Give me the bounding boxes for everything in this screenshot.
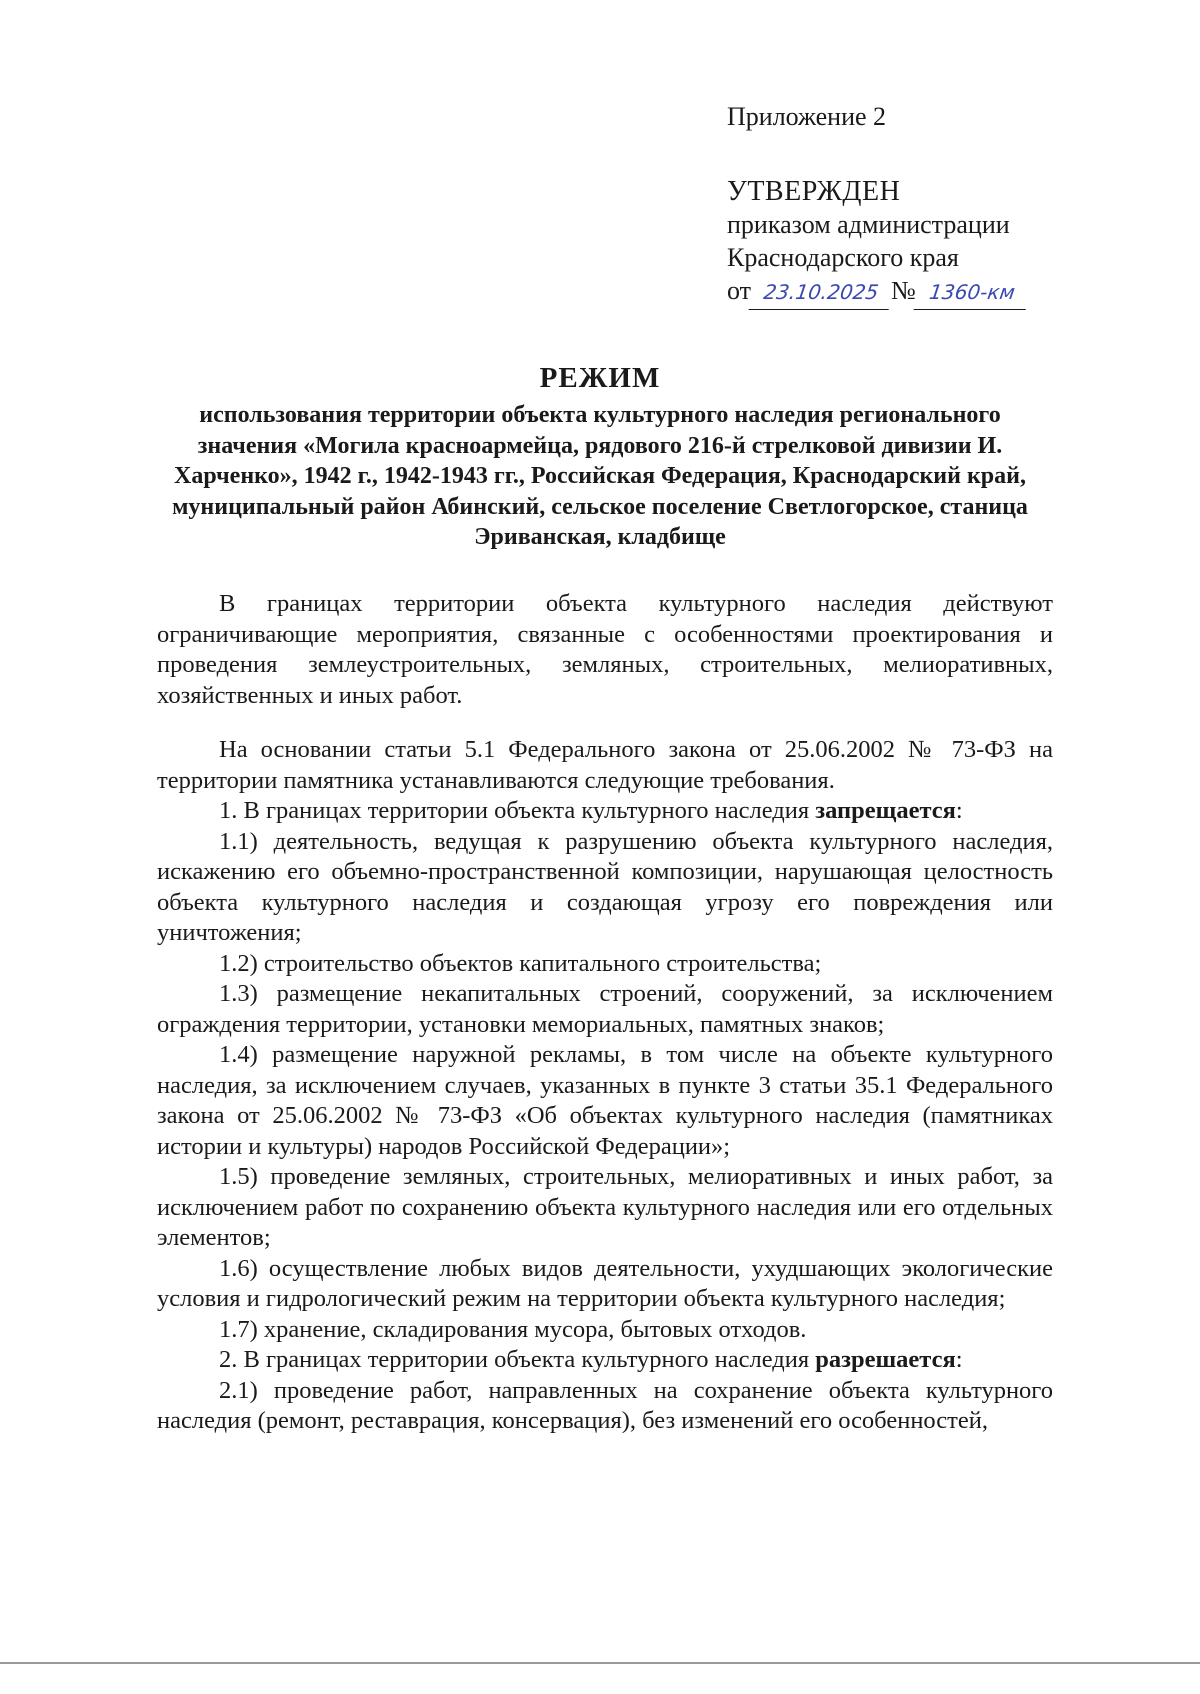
section-2-colon: : <box>955 1346 963 1373</box>
item-1-2: 1.2) строительство объектов капитального строительства; <box>219 949 822 977</box>
date-prefix: от <box>727 276 752 305</box>
scan-bottom-edge <box>0 1662 1200 1664</box>
document-title: РЕЖИМ <box>539 362 661 394</box>
item-1-1: 1.1) деятельность, ведущая к разрушению объекта культурного наследия, искажению его объемно-пространственной композиции, нарушающая целостность объекта культурного наследия и создающая угрозу его повреждения или уничтожения; <box>157 827 1053 946</box>
document-subtitle: использования территории объекта культурного наследия регионального значения «Могила красноармейца, рядового 216-й стрелковой дивизии И. Харченко», 1942 г., 1942-1943 гг., Российская Федерация, Краснодарский край, муниципальный район Абинский, сельское поселение Светлогорское, станица Эриванская, кладбище <box>172 402 1028 550</box>
approved-line-2: Краснодарского края <box>727 243 959 272</box>
approved-line-1: приказом администрации <box>727 210 1010 239</box>
section-1-colon: : <box>955 797 963 824</box>
title-block <box>150 360 1050 553</box>
section-2-heading <box>157 1345 1053 1376</box>
basis-paragraph: На основании статьи 5.1 Федерального закона от 25.06.2002 № 73-ФЗ на территории памятника устанавливаются следующие требования. <box>157 736 1053 794</box>
item-1-3: 1.3) размещение некапитальных строений, сооружений, за исключением ограждения территории, установки мемориальных, памятных знаков; <box>157 980 1053 1038</box>
item-1-5: 1.5) проведение земляных, строительных, мелиоративных и иных работ, за исключением работ по сохранению объекта культурного наследия или его отдельных элементов; <box>157 1163 1053 1251</box>
section-1-heading <box>157 796 1053 827</box>
requirements-section <box>157 735 1053 1437</box>
number-prefix: № <box>891 276 916 305</box>
item-2-1: 2.1) проведение работ, направленных на сохранение объекта культурного наследия (ремонт, реставрация, консервация), без изменений его особенностей, <box>157 1376 1053 1434</box>
order-reference <box>727 274 1028 310</box>
section-2-lead: 2. В границах территории объекта культурного наследия <box>219 1346 816 1373</box>
section-1-lead: 1. В границах территории объекта культурного наследия <box>219 797 816 824</box>
intro-paragraph: В границах территории объекта культурного наследия действуют ограничивающие мероприятия, связанные с особенностями проектирования и проведения землеустроительных, земляных, строительных, мелиоративных, хозяйственных и иных работ. <box>157 590 1053 709</box>
section-1-keyword: запрещается <box>815 797 956 824</box>
handwritten-date: 23.10.2025 <box>749 276 894 310</box>
approved-stamp: УТВЕРЖДЕН <box>727 176 901 207</box>
item-1-6: 1.6) осуществление любых видов деятельности, ухудшающих экологические условия и гидрологический режим на территории объекта культурного наследия; <box>157 1254 1053 1312</box>
appendix-label: Приложение 2 <box>727 102 887 131</box>
handwritten-number: 1360-км <box>913 276 1030 310</box>
item-1-4: 1.4) размещение наружной рекламы, в том числе на объекте культурного наследия, за исключением случаев, указанных в пункте 3 статьи 35.1 Федерального закона от 25.06.2002 № 73-ФЗ «Об объектах культурного наследия (памятниках истории и культуры) народов Российской Федерации»; <box>157 1041 1053 1160</box>
item-1-7: 1.7) хранение, складирования мусора, бытовых отходов. <box>219 1315 807 1343</box>
approval-block <box>727 175 1028 310</box>
section-2-keyword: разрешается <box>815 1346 956 1373</box>
intro-section <box>157 589 1053 711</box>
